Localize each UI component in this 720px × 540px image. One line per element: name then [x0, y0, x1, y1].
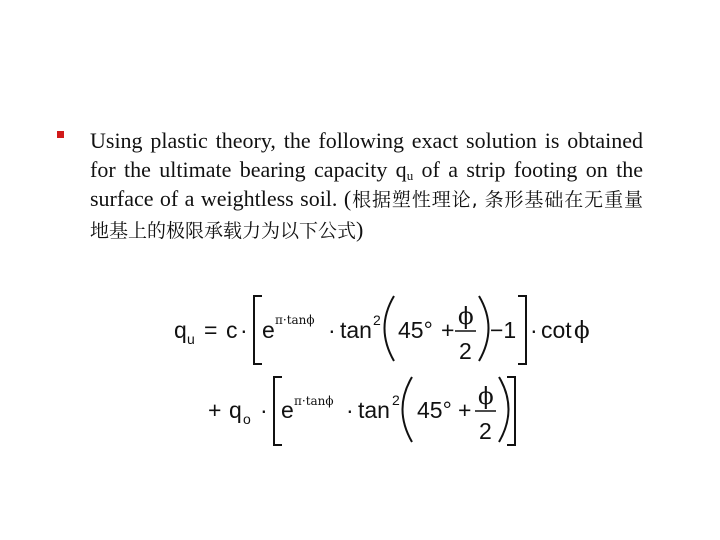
square-power: 2: [373, 312, 381, 328]
cohesion-c: c: [226, 317, 238, 343]
left-square-bracket: [254, 296, 262, 364]
paragraph-text-part2: of a strip footing on the surface of a weightless soil. (: [90, 157, 643, 211]
multiply-dot-2-line2: ·: [346, 397, 354, 423]
fraction-numerator-phi: ϕ: [458, 304, 474, 330]
right-parenthesis-line2: [499, 377, 509, 442]
square-power-line2: 2: [392, 392, 400, 408]
fraction-denominator-2-line2: 2: [479, 418, 492, 444]
fraction-numerator-phi-line2: ϕ: [478, 384, 494, 410]
plus-sign: +: [441, 317, 455, 343]
cot-function: cot: [541, 317, 572, 343]
fraction-denominator-2: 2: [459, 338, 472, 364]
minus-one: −1: [490, 317, 517, 343]
left-parenthesis-line2: [403, 377, 413, 442]
equals-sign: =: [204, 317, 218, 343]
right-square-bracket: [518, 296, 526, 364]
paragraph-chinese-text: 根据塑性理论, 条形基础在无重量地基上的极限承载力为以下公式: [90, 189, 643, 242]
multiply-dot-2: ·: [328, 317, 336, 343]
plus-sign-inner-line2: +: [458, 397, 472, 423]
paragraph-text-part3: ): [356, 217, 364, 242]
lhs-subscript: u: [187, 331, 195, 347]
exp-base-e: e: [262, 317, 275, 343]
angle-45-degrees-line2: 45°: [417, 397, 452, 423]
plus-sign-line2: +: [208, 397, 222, 423]
surcharge-subscript: o: [243, 411, 251, 427]
formula-line-2: [208, 377, 515, 445]
paragraph-text-part1: Using plastic theory, the following exact solution is obtained for the ultimate bearing capacity q: [90, 128, 643, 182]
tan-function: tan: [340, 317, 372, 343]
surcharge-q: q: [229, 397, 242, 423]
multiply-dot-line2: ·: [260, 397, 268, 423]
exp-base-e-line2: e: [281, 397, 294, 423]
formula-line-1: [174, 296, 590, 364]
right-parenthesis: [479, 296, 489, 361]
tan-function-line2: tan: [358, 397, 390, 423]
paragraph-subscript: u: [406, 168, 414, 183]
left-parenthesis: [385, 296, 395, 361]
exponent-pi-tan-phi: π·tanϕ: [275, 313, 315, 327]
multiply-dot: ·: [240, 317, 248, 343]
cot-argument-phi: ϕ: [574, 318, 590, 344]
lhs-q: q: [174, 317, 187, 343]
exponent-pi-tan-phi-line2: π·tanϕ: [294, 394, 334, 408]
multiply-dot-3: ·: [530, 317, 538, 343]
angle-45-degrees: 45°: [398, 317, 433, 343]
